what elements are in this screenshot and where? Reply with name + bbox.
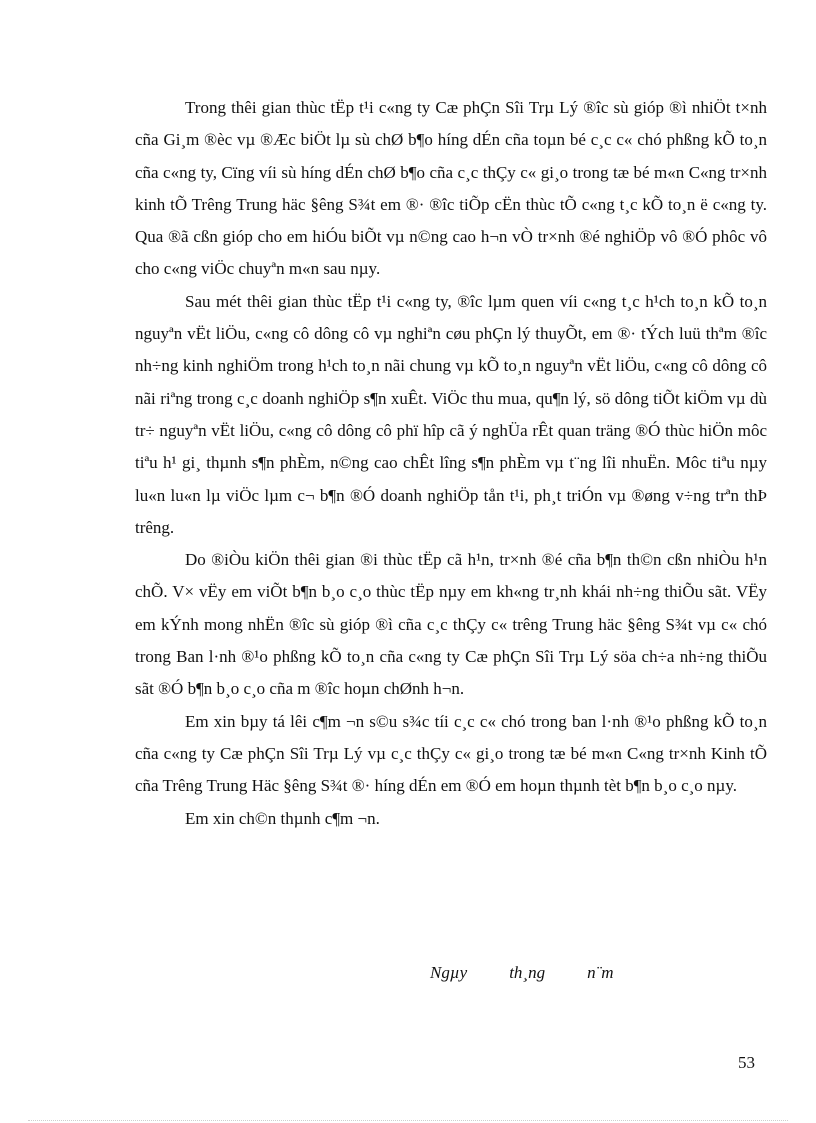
paragraph-1: Trong thêi gian thùc tËp t¹i c«ng ty Cæ phÇn Sîi Trµ Lý ®îc sù gióp ®ì nhiÖt t×nh cña Gi¸m ®èc vµ ®Æc biÖt lµ sù chØ b¶o híng dÉn cña toµn bé c¸c c« chó phßng kÕ to¸n cña c«ng ty, Cïng víi sù híng dÉn chØ b¶o cña c¸c thÇy c« gi¸o trong tæ bé m«n C«ng tr×nh kinh tÕ Trêng Trung häc §êng S¾t em ®· ®îc tiÕp cËn thùc tÕ c«ng t¸c kÕ to¸n ë c«ng ty. Qua ®ã cßn gióp cho em hiÓu biÕt vµ n©ng cao h¬n vÒ tr×nh ®é nghiÖp vô ®Ó phôc vô cho c«ng viÖc chuyªn m«n sau nµy. <box>135 98 767 279</box>
body-text <box>135 92 767 835</box>
page-number: 53 <box>738 1053 755 1072</box>
date-month-label: th¸ng <box>509 963 546 982</box>
page-bottom-divider <box>28 1120 788 1121</box>
paragraph-2: Sau mét thêi gian thùc tËp t¹i c«ng ty, ®îc lµm quen víi c«ng t¸c h¹ch to¸n kÕ to¸n nguyªn vËt liÖu, c«ng cô dông cô vµ nghiªn cøu phÇn lý thuyÕt, em ®· tÝch luü thªm ®îc nh÷ng kinh nghiÖm trong h¹ch to¸n nãi chung vµ kÕ to¸n nguyªn vËt liÖu, c«ng cô dông cô nãi riªng trong c¸c doanh nghiÖp s¶n xuÊt. ViÖc thu mua, qu¶n lý, sö dông tiÕt kiÖm vµ dù tr÷ nguyªn vËt liÖu, c«ng cô dông cô phï hîp cã ý nghÜa rÊt quan träng ®Ó thùc hiÖn môc tiªu h¹ gi¸ thµnh s¶n phÈm, n©ng cao chÊt lîng s¶n phÈm vµ t¨ng lîi nhuËn. Môc tiªu nµy lu«n lu«n lµ viÖc lµm c¬ b¶n ®Ó doanh nghiÖp tån t¹i, ph¸t triÓn vµ ®øng v÷ng trªn thÞ trêng. <box>135 291 767 537</box>
paragraph-5: Em xin ch©n thµnh c¶m ¬n. <box>185 808 380 828</box>
date-year-label: n¨m <box>587 963 614 982</box>
paragraph-3: Do ®iÒu kiÖn thêi gian ®i thùc tËp cã h¹n, tr×nh ®é cña b¶n th©n cßn nhiÒu h¹n chÕ. V× vËy em viÕt b¶n b¸o c¸o thùc tËp nµy em kh«ng tr¸nh khái nh÷ng thiÕu sãt. VËy em kÝnh mong nhËn ®îc sù gióp ®ì cña c¸c thÇy c« trêng Trung häc §êng S¾t vµ c« chó trong Ban l·nh ®¹o phßng kÕ to¸n cña c«ng ty Cæ phÇn Sîi Trµ Lý söa ch÷a nh÷ng thiÕu sãt ®Ó b¶n b¸o c¸o cña m ®îc hoµn chØnh h¬n. <box>135 550 767 699</box>
paragraph-4: Em xin bµy tá lêi c¶m ¬n s©u s¾c tíi c¸c c« chó trong ban l·nh ®¹o phßng kÕ to¸n cña c«ng ty Cæ phÇn Sîi Trµ Lý vµ c¸c thÇy c« gi¸o trong tæ bé m«n C«ng tr×nh Kinh tÕ cña Trêng Trung Häc §êng S¾t ®· híng dÉn em ®Ó em hoµn thµnh tèt b¶n b¸o c¸o nµy. <box>135 711 767 796</box>
date-day-label: Ngµy <box>430 963 468 982</box>
date-line <box>430 963 656 983</box>
